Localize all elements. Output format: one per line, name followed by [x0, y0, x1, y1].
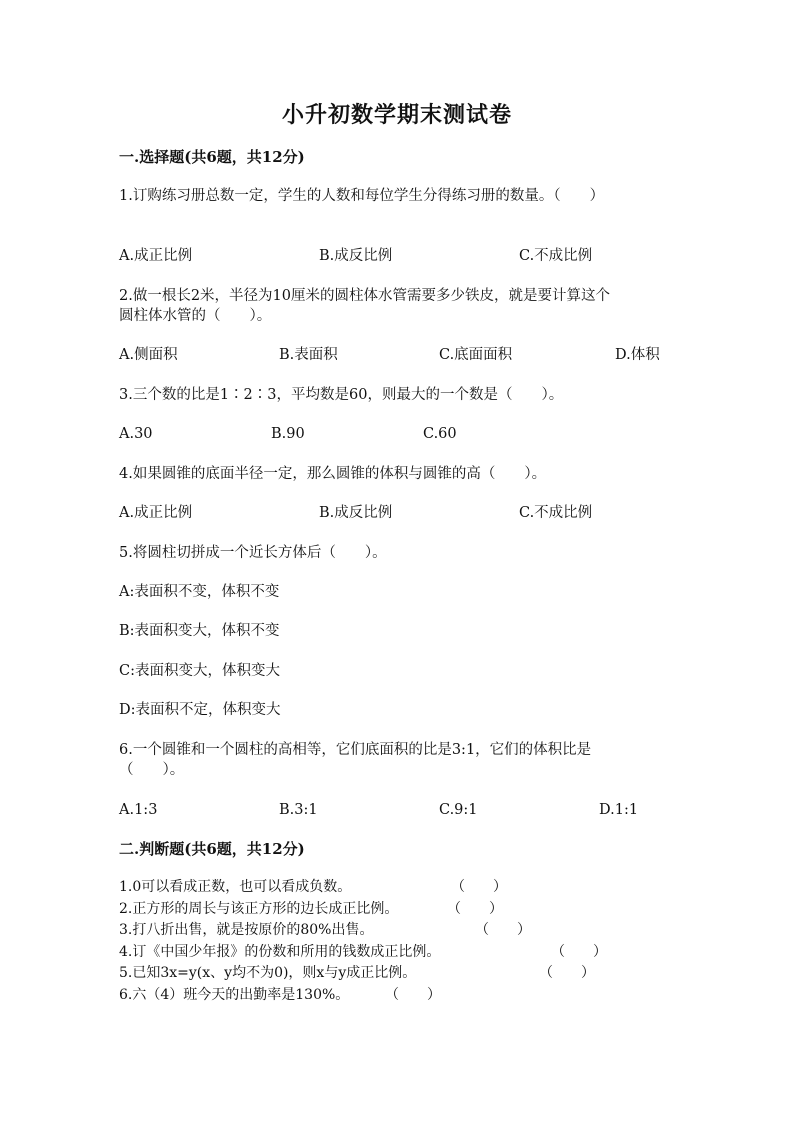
section-heading-choice: 一.选择题(共6题，共12分) [119, 148, 305, 166]
q1-option-b: B.成反比例 [319, 248, 393, 264]
q4-option-b: B.成反比例 [319, 505, 393, 521]
q6-option-a: A.1:3 [119, 802, 158, 818]
q6-option-c: C.9:1 [439, 802, 478, 818]
question-5: 5.将圆柱切拼成一个近长方体后（ ）。 [119, 545, 387, 561]
q3-option-b: B.90 [271, 426, 305, 442]
question-4: 4.如果圆锥的底面半径一定，那么圆锥的体积与圆锥的高（ ）。 [119, 466, 547, 482]
judge-item-1: 1.0可以看成正数，也可以看成负数。 [119, 879, 352, 895]
question-1: 1.订购练习册总数一定，学生的人数和每位学生分得练习册的数量。（ ） [119, 188, 605, 204]
q2-option-a: A.侧面积 [119, 347, 178, 363]
q5-option-a: A:表面积不变，体积不变 [119, 584, 280, 600]
judge-item-5: 5.已知3x=y(x、y均不为0)，则x与y成正比例。 [119, 965, 417, 981]
q2-option-d: D.体积 [615, 347, 660, 363]
judge-item-4: 4.订《中国少年报》的份数和所用的钱数成正比例。 [119, 944, 441, 960]
q1-option-a: A.成正比例 [119, 248, 193, 264]
question-2-line-2: 圆柱体水管的（ ）。 [119, 308, 272, 324]
q3-option-c: C.60 [423, 426, 457, 442]
q3-option-a: A.30 [119, 426, 153, 442]
q1-option-c: C.不成比例 [519, 248, 593, 264]
q5-option-d: D:表面积不定，体积变大 [119, 702, 281, 718]
q5-option-c: C:表面积变大，体积变大 [119, 663, 280, 679]
judge-item-3: 3.打八折出售，就是按原价的80%出售。 [119, 922, 374, 938]
judge-item-2: 2.正方形的周长与该正方形的边长成正比例。 [119, 901, 399, 917]
question-6-line-2: （ ）。 [119, 762, 185, 778]
q2-option-b: B.表面积 [279, 347, 338, 363]
judge-item-5-blank: （ ） [539, 965, 595, 981]
judge-item-6: 6.六（4）班今天的出勤率是130%。 [119, 987, 350, 1003]
judge-item-4-blank: （ ） [551, 944, 607, 960]
q2-option-c: C.底面面积 [439, 347, 513, 363]
question-3: 3.三个数的比是1∶2∶3，平均数是60，则最大的一个数是（ ）。 [119, 387, 564, 403]
judge-item-2-blank: （ ） [447, 901, 503, 917]
judge-item-6-blank: （ ） [385, 987, 441, 1003]
section-heading-judge: 二.判断题(共6题，共12分) [119, 840, 305, 858]
q5-option-b: B:表面积变大，体积不变 [119, 623, 280, 639]
judge-item-1-blank: （ ） [451, 879, 507, 895]
page-title: 小升初数学期末测试卷 [281, 102, 512, 128]
judge-item-3-blank: （ ） [475, 922, 531, 938]
q6-option-b: B.3:1 [279, 802, 318, 818]
question-2-line-1: 2.做一根长2米，半径为10厘米的圆柱体水管需要多少铁皮，就是要计算这个 [119, 288, 611, 304]
q4-option-a: A.成正比例 [119, 505, 193, 521]
question-6-line-1: 6.一个圆锥和一个圆柱的高相等，它们底面积的比是3:1，它们的体积比是 [119, 742, 592, 758]
q6-option-d: D.1:1 [599, 802, 639, 818]
q4-option-c: C.不成比例 [519, 505, 593, 521]
